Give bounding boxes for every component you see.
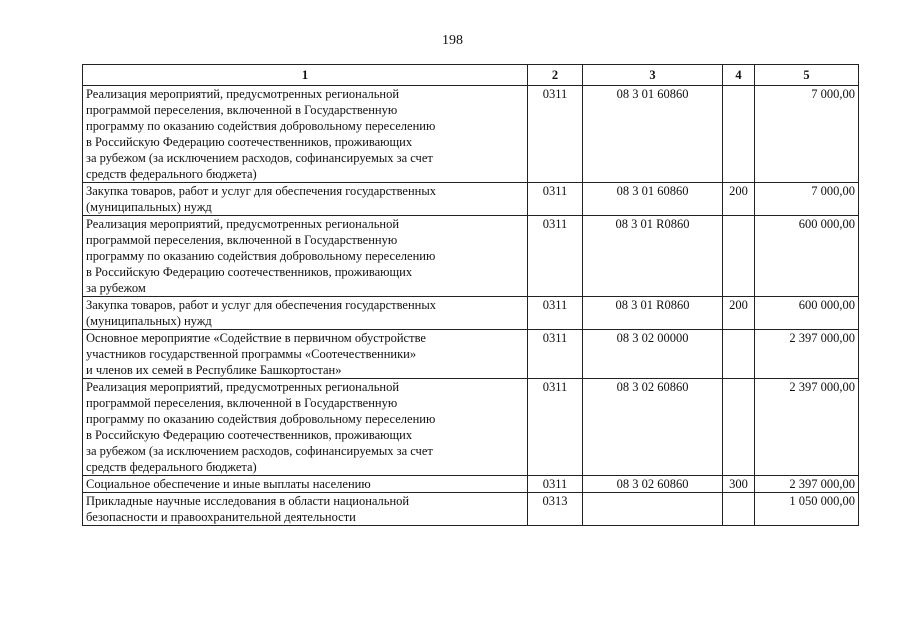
section-code-cell: 0313 <box>528 493 583 526</box>
row-name-line: средств федерального бюджета) <box>86 460 257 474</box>
target-article-cell <box>583 493 723 526</box>
amount-cell: 2 397 000,00 <box>755 476 859 493</box>
row-name-line: за рубежом (за исключением расходов, софинансируемых за счет <box>86 151 433 165</box>
row-name-line: программой переселения, включенной в Государственную <box>86 233 398 247</box>
table-body <box>83 86 859 526</box>
row-name-line: программу по оказанию содействия добровольному переселению <box>86 249 436 263</box>
target-article-cell: 08 3 01 60860 <box>583 183 723 216</box>
target-article-cell: 08 3 01 R0860 <box>583 216 723 297</box>
table-row <box>83 379 859 476</box>
row-name-cell <box>83 330 528 379</box>
row-name-line: за рубежом <box>86 281 146 295</box>
column-header-4: 4 <box>723 65 755 86</box>
section-code-cell: 0311 <box>528 216 583 297</box>
table-row <box>83 183 859 216</box>
row-name-cell <box>83 183 528 216</box>
amount-cell: 2 397 000,00 <box>755 379 859 476</box>
row-name-line: Реализация мероприятий, предусмотренных региональной <box>86 87 400 101</box>
row-name-line: программу по оказанию содействия добровольному переселению <box>86 412 436 426</box>
target-article-cell: 08 3 02 60860 <box>583 379 723 476</box>
column-header-3: 3 <box>583 65 723 86</box>
row-name-line: Основное мероприятие «Содействие в первичном обустройстве <box>86 331 426 345</box>
section-code-cell: 0311 <box>528 330 583 379</box>
section-code-cell: 0311 <box>528 476 583 493</box>
row-name-line: безопасности и правоохранительной деятельности <box>86 510 356 524</box>
row-name-line: Реализация мероприятий, предусмотренных региональной <box>86 380 400 394</box>
expense-type-cell: 200 <box>723 183 755 216</box>
row-name-line: (муниципальных) нужд <box>86 200 212 214</box>
row-name-line: Социальное обеспечение и иные выплаты населению <box>86 477 371 491</box>
table-row <box>83 493 859 526</box>
row-name-cell <box>83 379 528 476</box>
amount-cell: 600 000,00 <box>755 297 859 330</box>
section-code-cell: 0311 <box>528 183 583 216</box>
amount-cell: 600 000,00 <box>755 216 859 297</box>
row-name-line: и членов их семей в Республике Башкортостан» <box>86 363 342 377</box>
target-article-cell: 08 3 02 60860 <box>583 476 723 493</box>
row-name-line: программой переселения, включенной в Государственную <box>86 396 398 410</box>
expense-type-cell: 300 <box>723 476 755 493</box>
row-name-line: средств федерального бюджета) <box>86 167 257 181</box>
budget-table <box>82 64 859 526</box>
amount-cell: 7 000,00 <box>755 86 859 183</box>
amount-cell: 1 050 000,00 <box>755 493 859 526</box>
row-name-line: в Российскую Федерацию соотечественников, проживающих <box>86 265 413 279</box>
row-name-cell <box>83 216 528 297</box>
row-name-line: Прикладные научные исследования в области национальной <box>86 494 410 508</box>
amount-cell: 7 000,00 <box>755 183 859 216</box>
table-row <box>83 476 859 493</box>
target-article-cell: 08 3 01 R0860 <box>583 297 723 330</box>
row-name-line: Реализация мероприятий, предусмотренных региональной <box>86 217 400 231</box>
table-header <box>83 65 859 86</box>
column-header-1: 1 <box>83 65 528 86</box>
row-name-line: Закупка товаров, работ и услуг для обеспечения государственных <box>86 184 437 198</box>
expense-type-cell <box>723 330 755 379</box>
expense-type-cell <box>723 493 755 526</box>
section-code-cell: 0311 <box>528 297 583 330</box>
section-code-cell: 0311 <box>528 379 583 476</box>
expense-type-cell <box>723 86 755 183</box>
table-row <box>83 297 859 330</box>
row-name-cell <box>83 86 528 183</box>
row-name-line: программой переселения, включенной в Государственную <box>86 103 398 117</box>
row-name-line: в Российскую Федерацию соотечественников, проживающих <box>86 428 413 442</box>
row-name-line: программу по оказанию содействия добровольному переселению <box>86 119 436 133</box>
header-row <box>83 65 859 86</box>
column-header-2: 2 <box>528 65 583 86</box>
row-name-cell <box>83 297 528 330</box>
table-row <box>83 86 859 183</box>
row-name-cell <box>83 476 528 493</box>
target-article-cell: 08 3 01 60860 <box>583 86 723 183</box>
expense-type-cell <box>723 379 755 476</box>
row-name-line: в Российскую Федерацию соотечественников, проживающих <box>86 135 413 149</box>
row-name-line: за рубежом (за исключением расходов, софинансируемых за счет <box>86 444 433 458</box>
expense-type-cell: 200 <box>723 297 755 330</box>
target-article-cell: 08 3 02 00000 <box>583 330 723 379</box>
page-number: 198 <box>442 33 463 48</box>
amount-cell: 2 397 000,00 <box>755 330 859 379</box>
row-name-cell <box>83 493 528 526</box>
row-name-line: участников государственной программы «Соотечественники» <box>86 347 417 361</box>
table-row <box>83 216 859 297</box>
column-header-5: 5 <box>755 65 859 86</box>
table-row <box>83 330 859 379</box>
section-code-cell: 0311 <box>528 86 583 183</box>
row-name-line: (муниципальных) нужд <box>86 314 212 328</box>
expense-type-cell <box>723 216 755 297</box>
row-name-line: Закупка товаров, работ и услуг для обеспечения государственных <box>86 298 437 312</box>
